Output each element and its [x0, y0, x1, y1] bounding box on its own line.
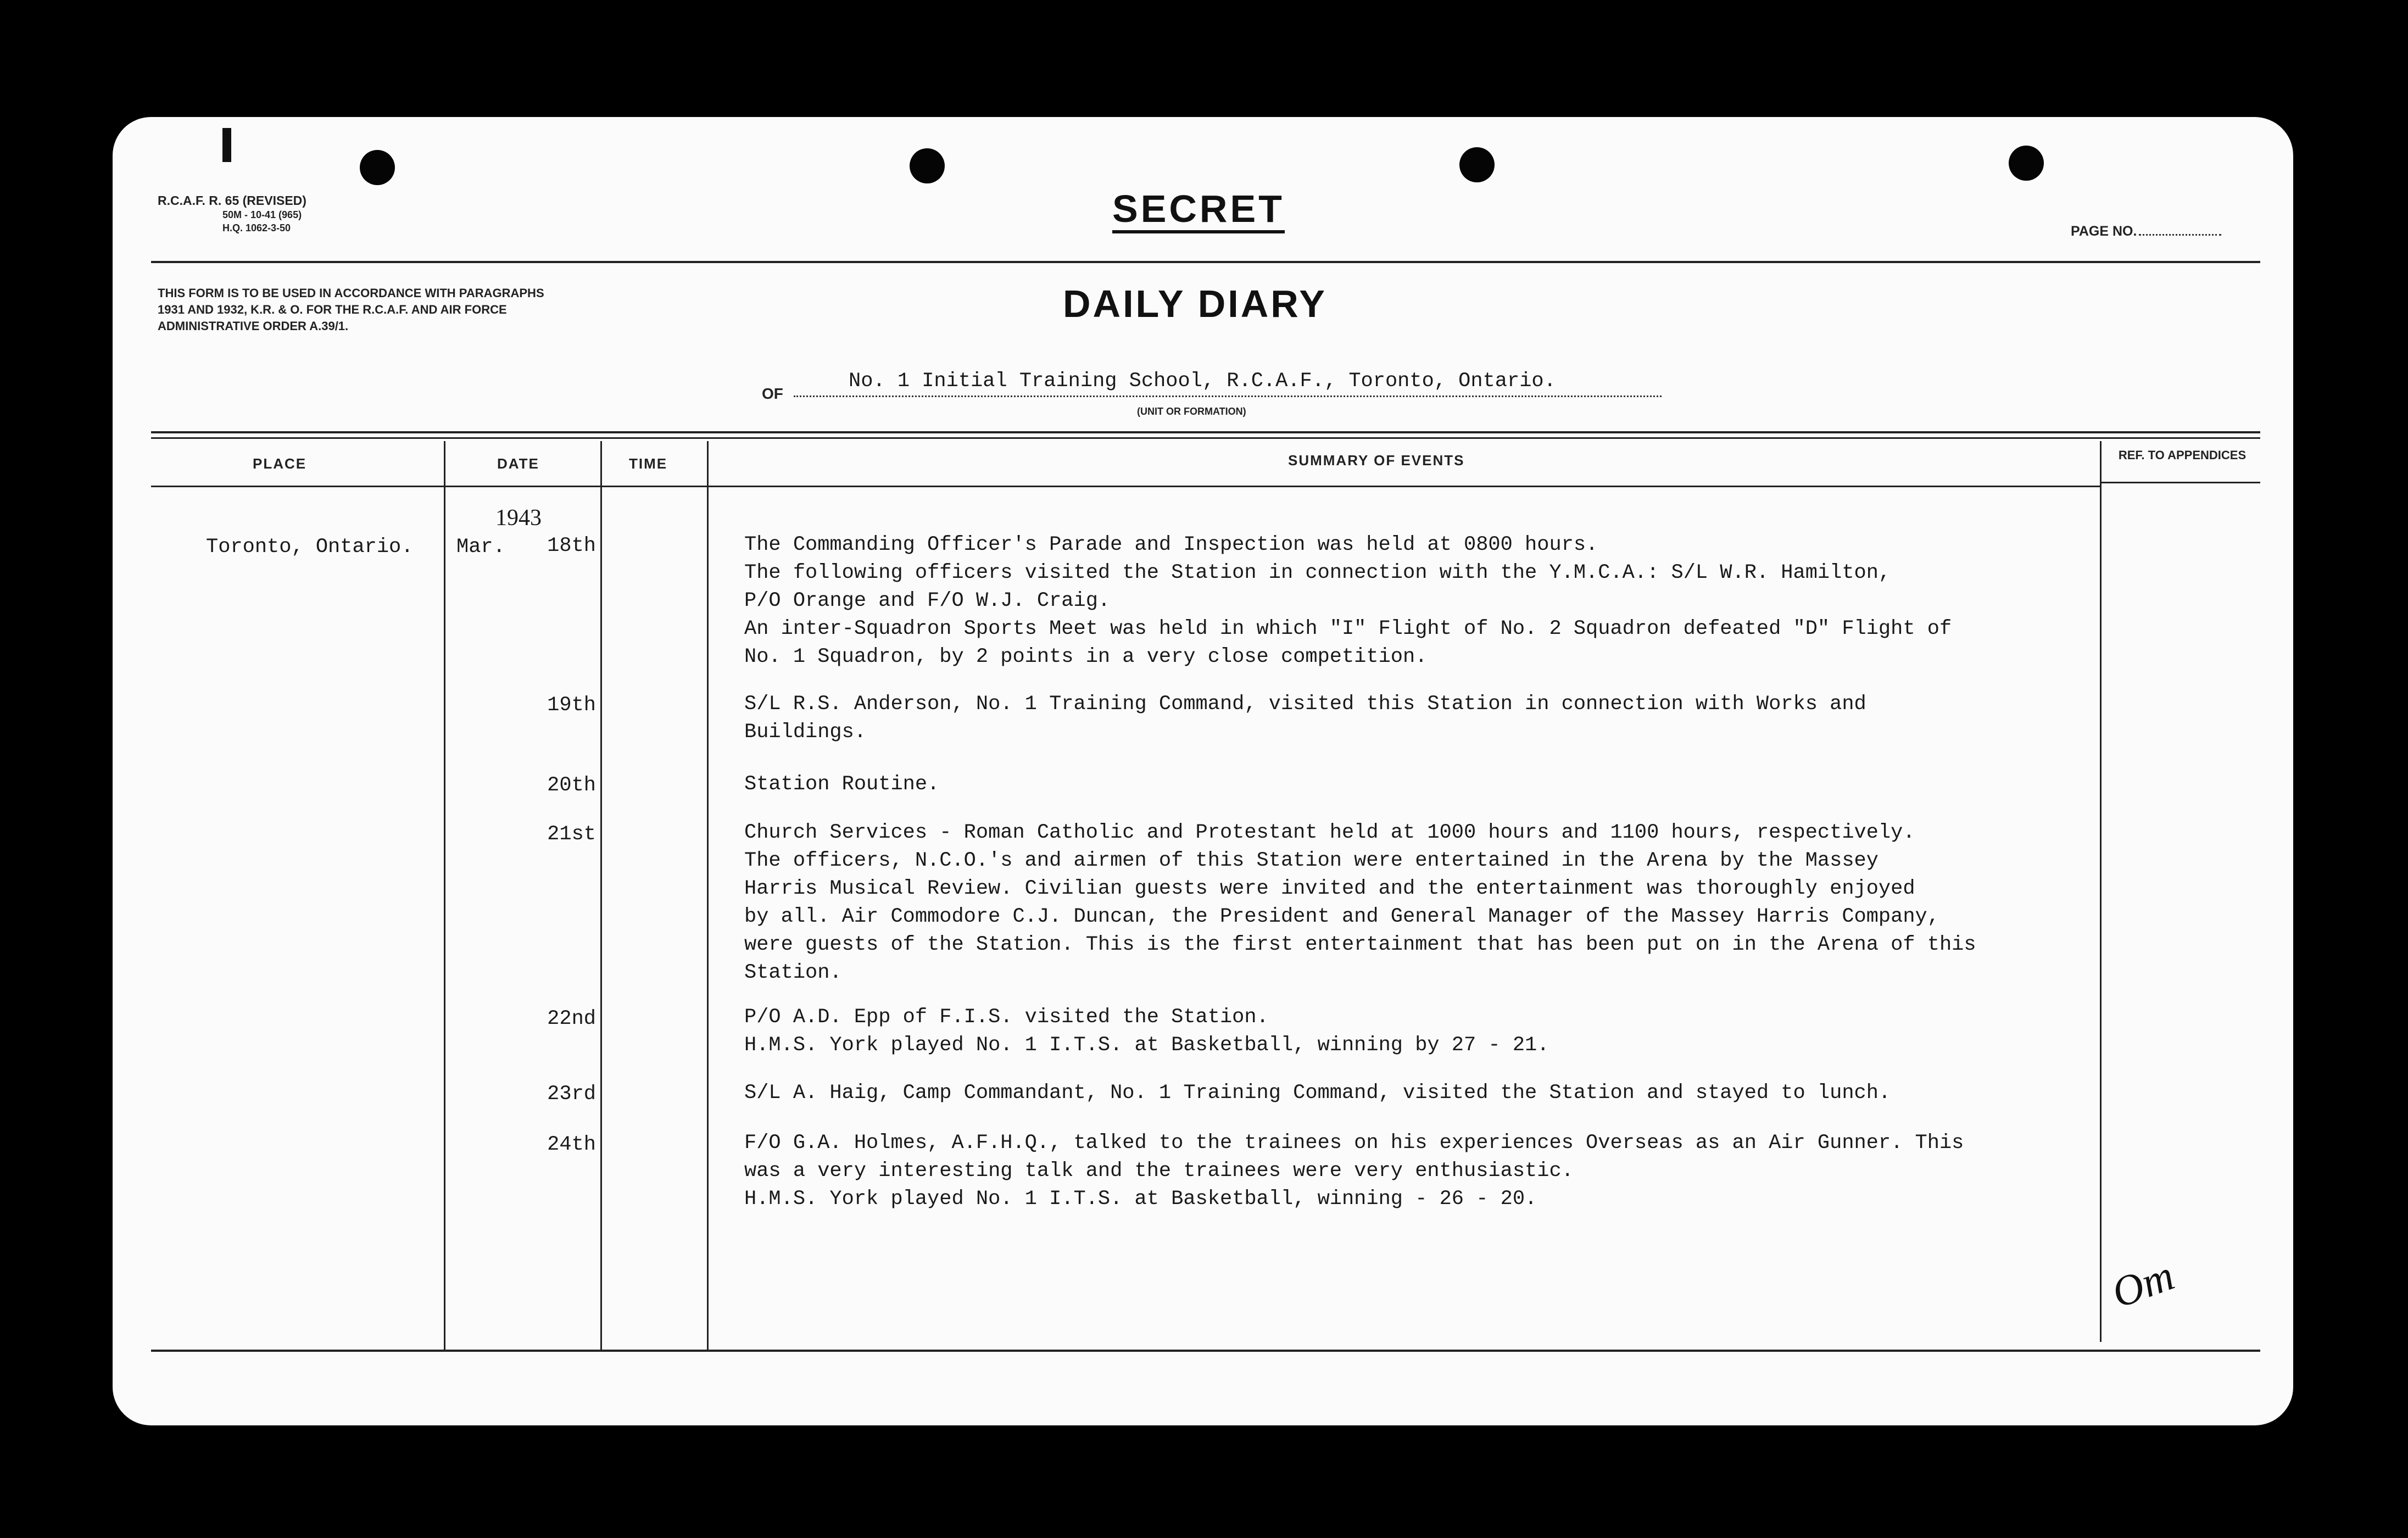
page-title: DAILY DIARY	[1063, 282, 1327, 325]
date-entry: 20th	[547, 774, 596, 797]
event-line: Church Services - Roman Catholic and Protestant held at 1000 hours and 1100 hours, respectively.	[744, 821, 1915, 844]
event-line: was a very interesting talk and the trainees were very enthusiastic.	[744, 1160, 1574, 1183]
year-entry: 1943	[495, 505, 542, 531]
event-line: P/O Orange and F/O W.J. Craig.	[744, 589, 1111, 612]
security-classification: SECRET	[1112, 187, 1285, 233]
form-instructions: THIS FORM IS TO BE USED IN ACCORDANCE WITH PARAGRAPHS 1931 AND 1932, K.R. & O. FOR THE R.C.A.F. AND AIR FORCE ADMINISTRATIVE ORDER A.39/1.	[158, 286, 544, 333]
event-line: Buildings.	[744, 721, 867, 744]
event-line: S/L R.S. Anderson, No. 1 Training Command, visited this Station in connection with Works and	[744, 693, 1866, 716]
event-line: Station Routine.	[744, 773, 940, 796]
column-header-ref: REF. TO APPENDICES	[2118, 448, 2247, 462]
column-divider	[2100, 441, 2102, 1342]
date-entry: 22nd	[547, 1007, 596, 1030]
date-entry: 24th	[547, 1133, 596, 1156]
month-entry: Mar.	[456, 536, 505, 559]
event-line: H.M.S. York played No. 1 I.T.S. at Basketball, winning by 27 - 21.	[744, 1034, 1549, 1057]
header-rule	[151, 261, 2260, 263]
form-code-line: R.C.A.F. R. 65 (REVISED)	[158, 193, 306, 208]
event-line: F/O G.A. Holmes, A.F.H.Q., talked to the trainees on his experiences Overseas as an Air Gunner. This	[744, 1132, 1964, 1155]
punch-hole	[910, 148, 945, 183]
column-header-time: TIME	[629, 455, 668, 472]
event-line: Station.	[744, 961, 842, 984]
place-entry: Toronto, Ontario.	[206, 536, 414, 559]
event-line: Harris Musical Review. Civilian guests were invited and the entertainment was thoroughly enjoyed	[744, 877, 1915, 900]
event-line: No. 1 Squadron, by 2 points in a very close competition.	[744, 645, 1428, 668]
table-bottom-rule	[151, 1350, 2260, 1352]
date-entry: 21st	[547, 823, 596, 846]
unit-name-text: No. 1 Initial Training School, R.C.A.F., Toronto, Ontario.	[849, 370, 1556, 393]
event-line: by all. Air Commodore C.J. Duncan, the President and General Manager of the Massey Harris Company,	[744, 905, 1939, 928]
date-entry: 19th	[547, 694, 596, 717]
table-top-rule-inner	[151, 437, 2260, 439]
event-line: An inter-Squadron Sports Meet was held in which "I" Flight of No. 2 Squadron defeated "D" Flight of	[744, 617, 1952, 640]
unit-of-label: OF	[762, 385, 783, 402]
column-header-date: DATE	[497, 455, 539, 472]
punch-hole	[360, 150, 395, 185]
punch-hole	[2009, 146, 2044, 181]
unit-caption: (UNIT OR FORMATION)	[1137, 406, 1246, 417]
date-entry: 18th	[547, 534, 596, 558]
event-line: S/L A. Haig, Camp Commandant, No. 1 Training Command, visited the Station and stayed to lunch.	[744, 1082, 1891, 1105]
form-code	[158, 193, 306, 235]
event-line: The officers, N.C.O.'s and airmen of this Station were entertained in the Arena by the Massey	[744, 849, 1879, 872]
page-number-label: PAGE NO.	[2071, 224, 2137, 239]
event-line: The Commanding Officer's Parade and Inspection was held at 0800 hours.	[744, 533, 1598, 556]
column-divider	[600, 441, 602, 1351]
column-divider	[707, 441, 709, 1351]
ref-header-bottom-rule	[2101, 482, 2260, 483]
event-line: P/O A.D. Epp of F.I.S. visited the Station.	[744, 1006, 1269, 1029]
form-code-line: H.Q. 1062-3-50	[222, 222, 291, 233]
page-number-field	[2071, 224, 2221, 239]
ink-mark	[222, 128, 231, 162]
diary-page	[113, 117, 2293, 1425]
event-line: H.M.S. York played No. 1 I.T.S. at Basketball, winning - 26 - 20.	[744, 1188, 1537, 1211]
column-divider	[444, 441, 445, 1351]
form-code-line: 50M - 10-41 (965)	[222, 209, 302, 220]
event-line: The following officers visited the Station in connection with the Y.M.C.A.: S/L W.R. Hamilton,	[744, 561, 1891, 584]
table-top-rule	[151, 431, 2260, 433]
handwritten-initials: Om	[2105, 1251, 2180, 1317]
page-number-blank	[2139, 234, 2221, 236]
event-line: were guests of the Station. This is the first entertainment that has been put on in the Arena of this	[744, 933, 1976, 956]
punch-hole	[1459, 147, 1495, 182]
unit-name	[794, 369, 1662, 397]
date-entry: 23rd	[547, 1083, 596, 1106]
column-header-place: PLACE	[253, 455, 307, 472]
column-header-summary: SUMMARY OF EVENTS	[1288, 452, 1465, 469]
